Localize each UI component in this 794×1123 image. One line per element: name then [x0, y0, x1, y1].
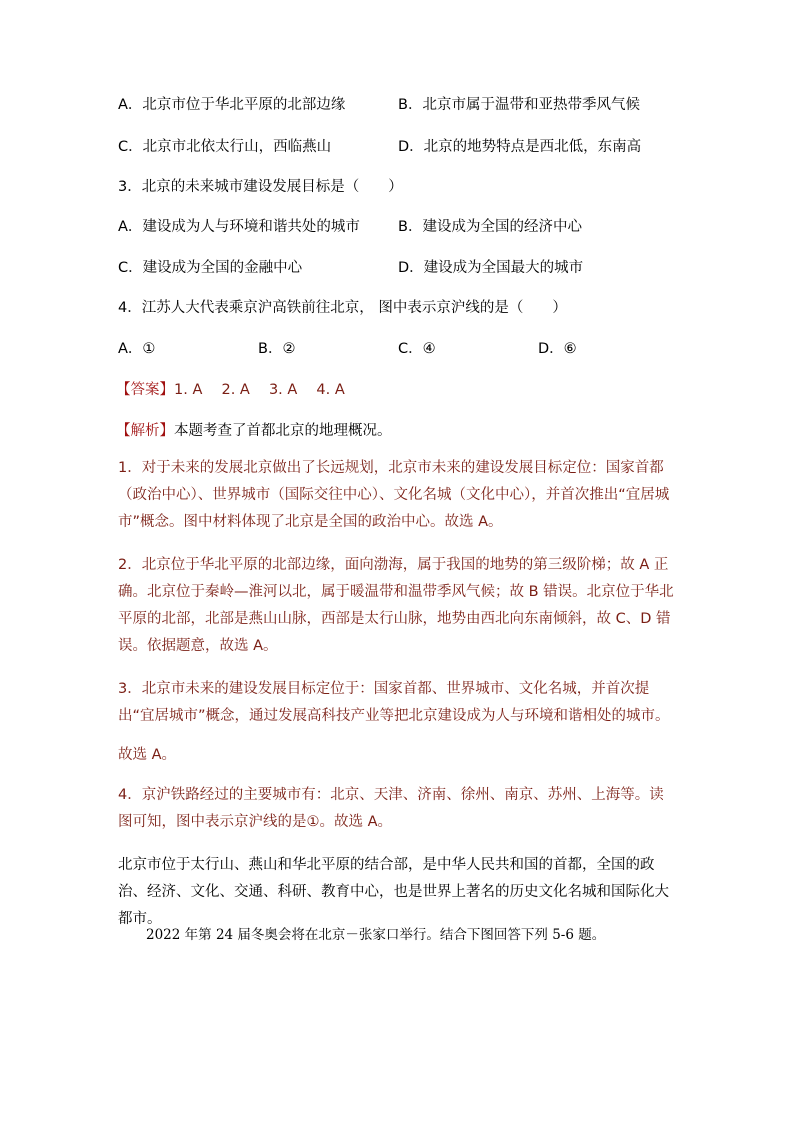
next-question-intro: 2022 年第 24 届冬奥会将在北京－张家口举行。结合下图回答下列 5-6 题。 [146, 927, 606, 943]
q2-option-c: C．北京市北依太行山，西临燕山 [118, 139, 332, 155]
analysis-paragraph-1: 1．对于未来的发展北京做出了长远规划，北京市未来的建设发展目标定位：国家首都（政治中心）、世界城市（国际交往中心）、文化名城（文化中心），并首次推出“宜居城市”概念。图中材料体现了北京是全国的政治中心。故选 A。 [118, 460, 670, 530]
q2-option-b: B．北京市属于温带和亚热带季风气候 [398, 97, 640, 113]
q4-option-c: C．④ [398, 341, 436, 357]
analysis-line [116, 421, 392, 441]
q2-option-a: A．北京市位于华北平原的北部边缘 [118, 97, 346, 113]
q3-option-c: C．建设成为全国的金融中心 [118, 260, 303, 276]
q3-option-a: A．建设成为人与环境和谐共处的城市 [118, 219, 360, 235]
q4-option-a: A．① [118, 341, 156, 357]
q4-stem: 4．江苏人大代表乘京沪高铁前往北京， 图中表示京沪线的是（ ） [118, 300, 567, 316]
analysis-intro: 本题考查了首都北京的地理概况。 [174, 423, 392, 439]
q4-option-b: B．② [258, 341, 296, 357]
answer-line [116, 380, 345, 400]
q4-option-d: D．⑥ [538, 341, 577, 357]
q3-option-b: B．建设成为全国的经济中心 [398, 219, 582, 235]
answer-tag: 【答案】 [116, 382, 174, 398]
analysis-summary: 北京市位于太行山、燕山和华北平原的结合部，是中华人民共和国的首都，全国的政治、经济、文化、交通、科研、教育中心，也是世界上著名的历史文化名城和国际化大都市。 [118, 857, 669, 927]
analysis-tag: 【解析】 [116, 423, 174, 439]
analysis-paragraph-4: 4．京沪铁路经过的主要城市有：北京、天津、济南、徐州、南京、苏州、上海等。读图可知，图中表示京沪线的是①。故选 A。 [118, 787, 664, 830]
analysis-paragraph-2: 2．北京位于华北平原的北部边缘，面向渤海，属于我国的地势的第三级阶梯；故 A 正确。北京位于秦岭—淮河以北，属于暖温带和温带季风气候；故 B 错误。北京位于华北平原的北部，北部是燕山山脉，西部是太行山脉，地势由西北向东南倾斜，故 C、D 错误。依据题意，故选 A。 [118, 557, 674, 654]
q2-option-d: D．北京的地势特点是西北低，东南高 [398, 139, 642, 155]
q3-option-d: D．建设成为全国最大的城市 [398, 260, 584, 276]
answer-text: 1. A 2. A 3. A 4. A [174, 382, 345, 398]
analysis-paragraph-3-conclusion: 故选 A。 [118, 747, 177, 763]
analysis-paragraph-3: 3．北京市未来的建设发展目标定位于：国家首都、世界城市、文化名城，并首次提出“宜居城市”概念，通过发展高科技产业等把北京建设成为人与环境和谐相处的城市。 [118, 681, 670, 724]
q3-stem: 3．北京的未来城市建设发展目标是（ ） [118, 179, 403, 195]
